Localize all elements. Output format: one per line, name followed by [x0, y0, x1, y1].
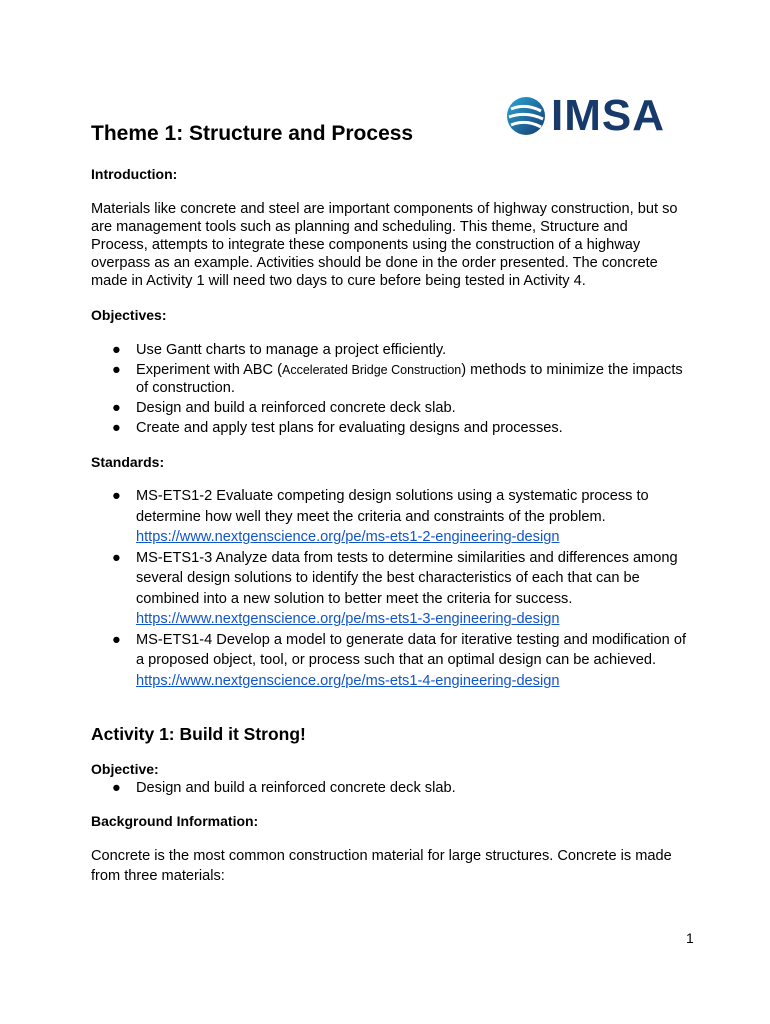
standards-label: Standards:	[91, 454, 165, 470]
standards-list	[91, 486, 686, 691]
page-number: 1	[686, 930, 694, 946]
list-item: ● MS-ETS1-3 Analyze data from tests to determine similarities and differences among several design solutions to identify the best characteristics of each that can be combined into a new solution to better meet the criteria for success. https://www.nextgenscience.org/pe/ms-ets1-3-engineering-design	[112, 549, 678, 627]
list-item: ● MS-ETS1-4 Develop a model to generate data for iterative testing and modification of a proposed object, tool, or process such that an optimal design can be achieved. https://www.nextgenscience.org/pe/ms-ets1-4-engineering-design	[112, 631, 686, 689]
list-item: ● Design and build a reinforced concrete deck slab.	[112, 780, 456, 796]
page-title: Theme 1: Structure and Process	[91, 122, 414, 145]
list-item: ● Create and apply test plans for evaluating designs and processes.	[112, 420, 563, 436]
background-label: Background Information:	[91, 813, 259, 829]
list-item: ● Design and build a reinforced concrete deck slab.	[112, 400, 456, 416]
activity-title: Activity 1: Build it Strong!	[91, 724, 306, 744]
standard-link[interactable]: https://www.nextgenscience.org/pe/ms-ets1-2-engineering-design	[136, 529, 560, 545]
standard-link[interactable]: https://www.nextgenscience.org/pe/ms-ets1-3-engineering-design	[136, 611, 560, 627]
objectives-list	[91, 341, 686, 437]
introduction-text: Materials like concrete and steel are important components of highway construction, but so are management tools such as planning and scheduling. This theme, Structure and Process, attempts to integrate these components using the construction of a highway overpass as an example. Activities should be done in the order presented. The concrete made in Activity 1 will need two days to cure before being tested in Activity 4.	[91, 201, 678, 289]
background-text: Concrete is the most common construction material for large structures. Concrete is made from three materials:	[91, 848, 672, 884]
introduction-label: Introduction:	[91, 166, 178, 182]
activity-objective-list	[91, 779, 686, 797]
list-item: ● MS-ETS1-2 Evaluate competing design solutions using a systematic process to determine how well they meet the criteria and constraints of the problem. https://www.nextgenscience.org/pe/ms-ets1-2-engineering-design	[112, 488, 649, 545]
list-item: ● Use Gantt charts to manage a project efficiently.	[112, 342, 447, 358]
activity-objective-label: Objective:	[91, 761, 159, 777]
objectives-label: Objectives:	[91, 307, 167, 323]
document-body	[91, 118, 686, 886]
standard-link[interactable]: https://www.nextgenscience.org/pe/ms-ets1-4-engineering-design	[136, 672, 560, 689]
list-item: ● Experiment with ABC (Accelerated Bridge Construction) methods to minimize the impacts of construction.	[112, 362, 683, 396]
logo-wordmark: IMSA	[551, 91, 665, 140]
